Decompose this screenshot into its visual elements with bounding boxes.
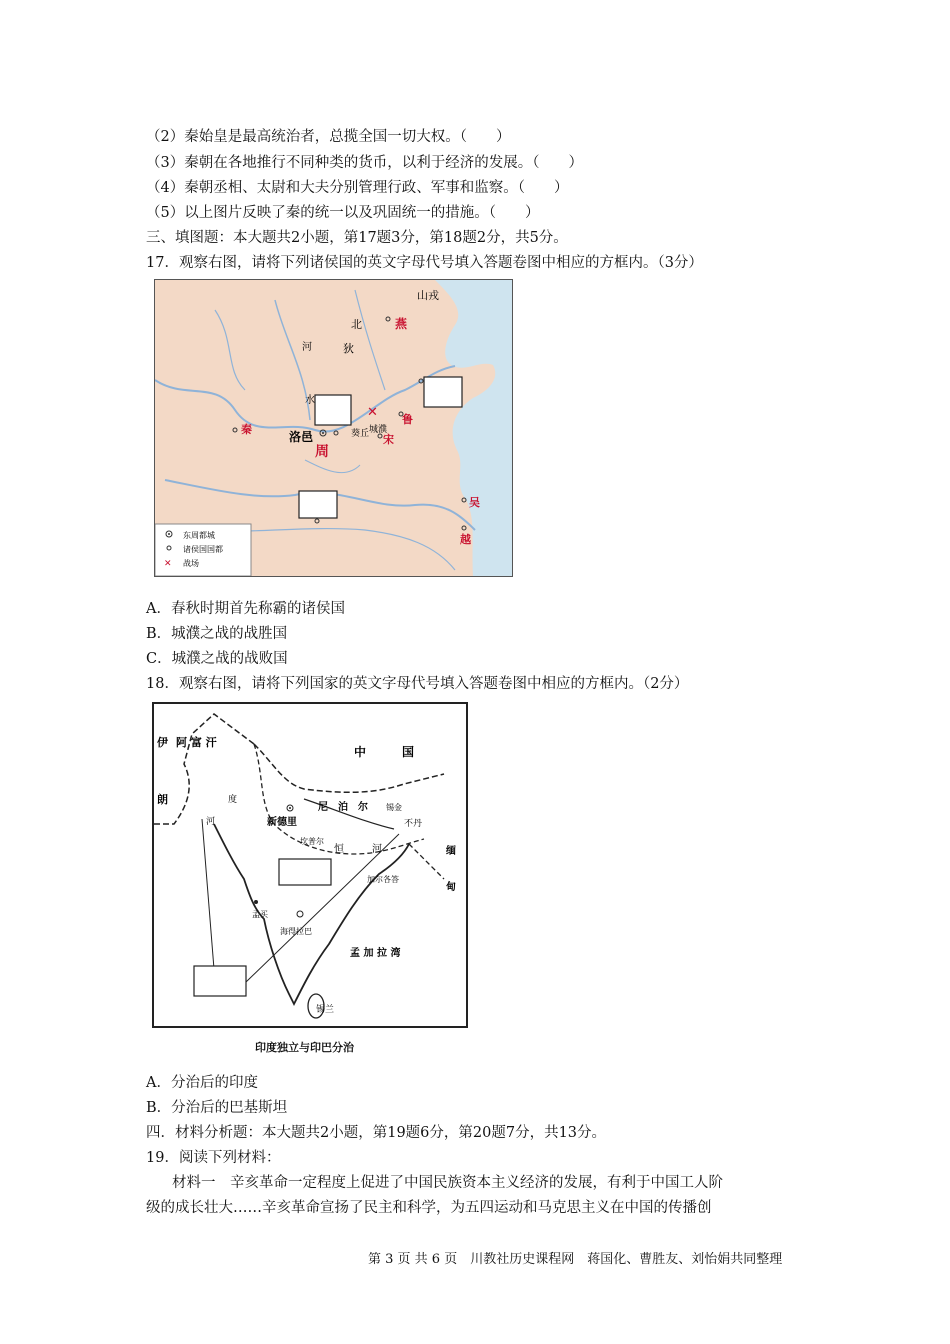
label-ceylon: 锡兰: [316, 1005, 335, 1015]
label-bay-of-bengal: 孟 加 拉 湾: [350, 948, 401, 959]
section-4-heading: 四．材料分析题：本大题共2小题，第19题6分，第20题7分，共13分。: [146, 1125, 607, 1141]
answer-box-a[interactable]: [279, 859, 331, 885]
q19-material-line-2: 级的成长壮大……辛亥革命宣扬了民主和科学，为五四运动和马克思主义在中国的传播创: [146, 1200, 712, 1216]
section-3-heading: 三、填图题：本大题共2小题，第17题3分，第18题2分，共5分。: [146, 230, 568, 246]
label-ganges: 恒: [334, 844, 344, 855]
label-qin: 秦: [241, 423, 252, 436]
legend-capital: 东周都城: [183, 531, 215, 540]
label-bombay: 孟买: [252, 910, 268, 919]
legend-battlefield: 战场: [183, 559, 199, 568]
label-yan: 燕: [395, 317, 408, 331]
label-zhou: 周: [315, 444, 329, 460]
page-footer: 第 3 页 共 6 页 川教社历史课程网 蒋国化、曹胜友、刘怡娟共同整理: [368, 1252, 783, 1267]
map-caption: 印度独立与印巴分治: [255, 1041, 354, 1054]
label-new-delhi: 新德里: [267, 817, 297, 828]
label-sikkim: 锡金: [386, 803, 402, 812]
label-calcutta: 加尔各答: [367, 875, 399, 884]
legend-battlefield-icon: ✕: [164, 559, 172, 569]
label-indu: 度: [228, 795, 238, 805]
label-wu: 吴: [469, 496, 480, 509]
label-afghanistan: 阿 富 汗: [176, 736, 217, 749]
question-17-prompt: 17．观察右图，请将下列诸侯国的英文字母代号填入答题卷图中相应的方框内。（3分）: [146, 255, 703, 271]
answer-box-2[interactable]: [424, 377, 462, 407]
label-ganges-river: 河: [372, 844, 382, 855]
label-di: 狄: [343, 342, 354, 355]
question-5: （5）以上图片反映了秦的统一以及巩固统一的措施。（ ）: [146, 205, 540, 221]
label-chengpu: 城濮: [369, 425, 388, 435]
q18-option-a: A．分治后的印度: [146, 1075, 258, 1091]
label-kuiqiu: 葵丘: [351, 429, 370, 439]
label-yue: 越: [460, 533, 471, 546]
question-4: （4）秦朝丞相、太尉和大夫分别管理行政、军事和监察。（ ）: [146, 180, 569, 196]
q17-option-b: B．城濮之战的战胜国: [146, 626, 288, 642]
answer-box-1[interactable]: [315, 395, 351, 425]
question-3: （3）秦朝在各地推行不同种类的货币，以利于经济的发展。（ ）: [146, 155, 583, 171]
label-kanpur: 坎普尔: [300, 837, 324, 846]
q17-option-a: A．春秋时期首先称霸的诸侯国: [146, 601, 345, 617]
label-mian: 缅: [446, 846, 456, 857]
map-india-partition: [152, 702, 468, 1028]
question-19-prompt: 19．阅读下列材料：: [146, 1150, 281, 1166]
legend-state-capital: 诸侯国国都: [183, 545, 223, 554]
label-yi: 伊: [157, 736, 168, 749]
label-shui: 水: [305, 395, 315, 406]
q19-material-line-1: 材料一 辛亥革命一定程度上促进了中国民族资本主义经济的发展，有利于中国工人阶: [172, 1175, 723, 1191]
label-he: 河: [302, 342, 312, 353]
label-hyderabad: 海得拉巴: [280, 927, 312, 936]
label-lang: 朗: [157, 793, 168, 806]
label-china: 中 国: [354, 745, 415, 759]
label-bei: 北: [351, 318, 362, 331]
label-lu: 鲁: [402, 413, 413, 426]
q18-option-b: B．分治后的巴基斯坦: [146, 1100, 288, 1116]
question-2: （2）秦始皇是最高统治者，总揽全国一切大权。（ ）: [146, 129, 511, 145]
label-dian: 甸: [446, 882, 456, 893]
q17-option-c: C．城濮之战的战败国: [146, 651, 288, 667]
label-nepal: 尼 泊 尔: [318, 802, 368, 813]
battlefield-icon: ✕: [367, 405, 378, 420]
label-bhutan: 不丹: [404, 819, 423, 829]
map-spring-autumn: [154, 279, 513, 577]
label-song: 宋: [383, 433, 394, 446]
question-18-prompt: 18．观察右图，请将下列国家的英文字母代号填入答题卷图中相应的方框内。（2分）: [146, 676, 689, 692]
answer-box-b[interactable]: [194, 966, 246, 996]
answer-box-3[interactable]: [299, 491, 337, 518]
label-shanrong: 山戎: [417, 289, 439, 302]
label-luoyi: 洛邑: [289, 430, 314, 444]
label-indus-river: 河: [206, 817, 216, 827]
